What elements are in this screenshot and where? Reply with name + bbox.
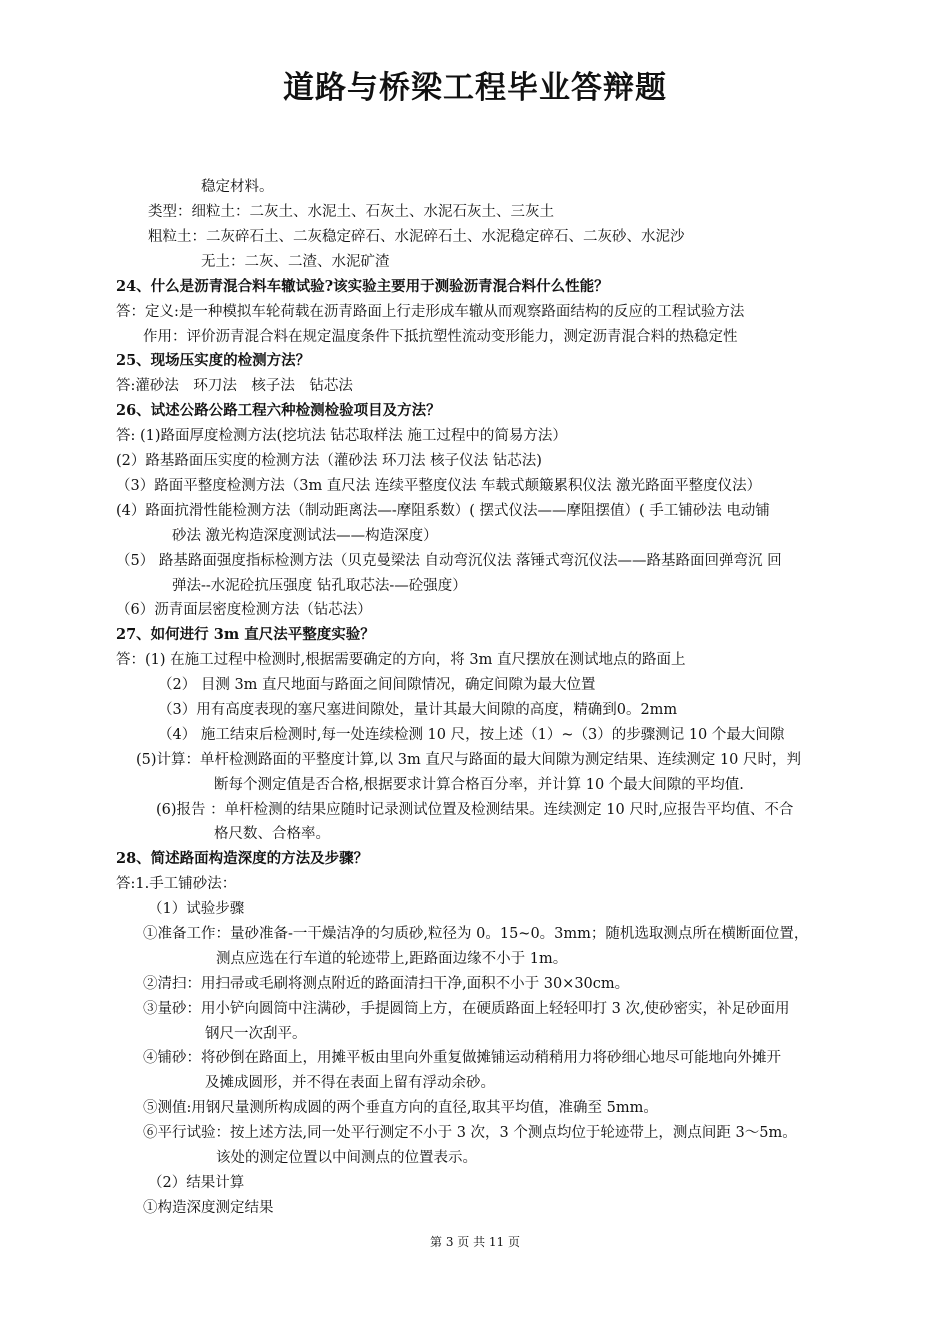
text-line: ⑥平行试验：按上述方法,同一处平行测定不小于 3 次，3 个测点均位于轮迹带上，测点间距 3～5m。: [143, 1125, 797, 1141]
text-line: ①准备工作：量砂准备-一干燥洁净的匀质砂,粒径为 0。15~0。3mm；随机选取测点所在横断面位置，: [143, 926, 809, 942]
text-line: ③量砂：用小铲向圆筒中注满砂，手提圆筒上方，在硬质路面上轻轻叩打 3 次,使砂密实，补足砂面用: [143, 1001, 790, 1017]
text-line: ⑤测值:用钢尺量测所构成圆的两个垂直方向的直径,取其平均值，准确至 5mm。: [143, 1100, 658, 1116]
question-heading: 25、现场压实度的检测方法？: [116, 352, 311, 369]
text-line: ①构造深度测定结果: [143, 1200, 274, 1216]
text-line: 答：定义:是一种模拟车轮荷载在沥青路面上行走形成车辙从而观察路面结构的反应的工程试验方法: [116, 304, 745, 320]
question-heading: 26、试述公路公路工程六种检测检验项目及方法？: [116, 402, 441, 419]
text-line: （5） 路基路面强度指标检测方法（贝克曼梁法 自动弯沉仪法 落锤式弯沉仪法——路基路面回弹弯沉 回: [116, 553, 782, 569]
text-line: 砂法 激光构造深度测试法——构造深度）: [172, 528, 438, 544]
text-line: （2）结果计算: [148, 1175, 245, 1191]
question-heading: 28、简述路面构造深度的方法及步骤？: [116, 850, 369, 867]
text-line: (5)计算：单杆检测路面的平整度计算,以 3m 直尺与路面的最大间隙为测定结果、连续测定 10 尺时，判: [136, 752, 802, 768]
text-line: 作用：评价沥青混合料在规定温度条件下抵抗塑性流动变形能力，测定沥青混合料的热稳定性: [143, 329, 738, 345]
text-line: ④铺砂：将砂倒在路面上，用摊平板由里向外重复做摊铺运动稍稍用力将砂细心地尽可能地向外摊开: [143, 1050, 781, 1066]
text-line: （3）路面平整度检测方法（3m 直尺法 连续平整度仪法 车载式颠簸累积仪法 激光路面平整度仪法）: [116, 478, 762, 494]
text-line: 答:1.手工铺砂法：: [116, 876, 237, 892]
text-line: 类型：细粒土：二灰土、水泥土、石灰土、水泥石灰土、三灰土: [148, 204, 554, 220]
text-line: （2） 目测 3m 直尺地面与路面之间间隙情况，确定间隙为最大位置: [158, 677, 596, 693]
text-line: 答：(1) 在施工过程中检测时,根据需要确定的方向，将 3m 直尺摆放在测试地点的路面上: [116, 652, 686, 668]
text-line: (4）路面抗滑性能检测方法（制动距离法—-摩阻系数）( 摆式仪法——摩阻摆值）( 手工铺砂法 电动铺: [116, 503, 770, 519]
question-heading: 24、什么是沥青混合料车辙试验?该实验主要用于测验沥青混合料什么性能？: [116, 278, 609, 295]
question-heading: 27、如何进行 3m 直尺法平整度实验？: [116, 626, 375, 643]
text-line: 钢尺一次刮平。: [205, 1026, 307, 1042]
text-line: 测点应选在行车道的轮迹带上,距路面边缘不小于 1m。: [216, 951, 568, 967]
page-footer: 第 3 页 共 11 页: [430, 1235, 520, 1249]
text-line: (2）路基路面压实度的检测方法（灌砂法 环刀法 核子仪法 钻芯法): [116, 453, 542, 469]
text-line: ②清扫：用扫帚或毛刷将测点附近的路面清扫干净,面积不小于 30×30cm。: [143, 976, 630, 992]
text-line: 粗粒土：二灰碎石土、二灰稳定碎石、水泥碎石土、水泥稳定碎石、二灰砂、水泥沙: [148, 229, 685, 245]
text-line: 稳定材料。: [201, 179, 274, 195]
page-title: 道路与桥梁工程毕业答辩题: [283, 70, 667, 106]
text-line: 格尺数、合格率。: [214, 826, 330, 842]
text-line: 答: (1)路面厚度检测方法(挖坑法 钻芯取样法 施工过程中的简易方法）: [116, 428, 567, 444]
text-line: （4） 施工结束后检测时,每一处连续检测 10 尺，按上述（1）~（3）的步骤测记 10 个最大间隙: [158, 727, 785, 743]
text-line: (6)报告 ：单杆检测的结果应随时记录测试位置及检测结果。连续测定 10 尺时,应报告平均值、不合: [156, 802, 794, 818]
text-line: 断每个测定值是否合格,根据要求计算合格百分率，并计算 10 个最大间隙的平均值.: [214, 777, 744, 793]
text-line: 该处的测定位置以中间测点的位置表示。: [216, 1150, 477, 1166]
text-line: 弹法--水泥砼抗压强度 钻孔取芯法-—砼强度）: [172, 578, 467, 594]
text-line: 及摊成圆形，并不得在表面上留有浮动余砂。: [205, 1075, 495, 1091]
text-line: 答:灌砂法 环刀法 核子法 钻芯法: [116, 378, 353, 394]
text-line: （3）用有高度表现的塞尺塞进间隙处，量计其最大间隙的高度，精确到0。2mm: [158, 702, 678, 718]
text-line: 无土：二灰、二渣、水泥矿渣: [201, 254, 390, 270]
text-line: （1）试验步骤: [148, 901, 245, 917]
text-line: （6）沥青面层密度检测方法（钻芯法）: [116, 602, 372, 618]
